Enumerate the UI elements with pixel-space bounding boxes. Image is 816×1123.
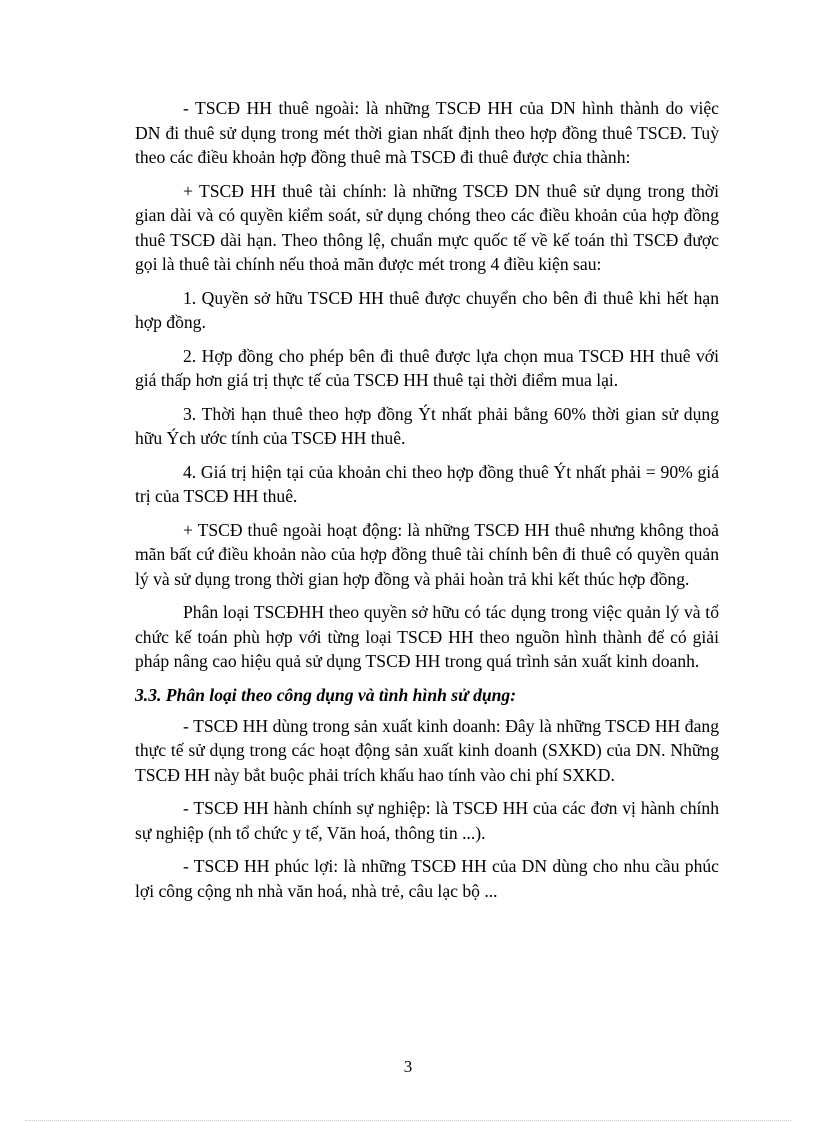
paragraph-condition-3: 3. Thời hạn thuê theo hợp đồng Ýt nhất phải bằng 60% thời gian sử dụng hữu Ých ước tính của TSCĐ HH thuê. [135,403,719,448]
footer-divider [25,1120,791,1121]
paragraph-condition-1: 1. Quyền sở hữu TSCĐ HH thuê được chuyển cho bên đi thuê khi hết hạn hợp đồng. [135,287,719,332]
paragraph-condition-4: 4. Giá trị hiện tại của khoản chi theo hợp đồng thuê Ýt nhất phải = 90% giá trị của TSCĐ HH thuê. [135,461,719,506]
paragraph-condition-2: 2. Hợp đồng cho phép bên đi thuê được lựa chọn mua TSCĐ HH thuê với giá thấp hơn giá trị thực tế của TSCĐ HH thuê tại thời điểm mua lại. [135,345,719,390]
paragraph-leased-fixed-assets: - TSCĐ HH thuê ngoài: là những TSCĐ HH của DN hình thành do việc DN đi thuê sử dụng trong mét thời gian nhất định theo hợp đồng thuê TSCĐ. Tuỳ theo các điều khoản hợp đồng thuê mà TSCĐ đi thuê được chia thành: [135,98,719,167]
paragraph-finance-lease: + TSCĐ HH thuê tài chính: là những TSCĐ DN thuê sử dụng trong thời gian dài và có quyền kiểm soát, sử dụng chóng theo các điều khoản của hợp đồng thuê TSCĐ dài hạn. Theo thông lệ, chuẩn mực quốc tế về kế toán thì TSCĐ được gọi là thuê tài chính nếu thoả mãn được mét trong 4 điều kiện sau: [135,180,719,274]
paragraph-production-assets: - TSCĐ HH dùng trong sản xuất kinh doanh: Đây là những TSCĐ HH đang thực tế sử dụng trong các hoạt động sản xuất kinh doanh (SXKD) của DN. Những TSCĐ HH này bắt buộc phải trích khấu hao tính vào chi phí SXKD. [135,715,719,785]
paragraph-operating-lease: + TSCĐ thuê ngoài hoạt động: là những TSCĐ HH thuê nhưng không thoả mãn bất cứ điều khoản nào của hợp đồng thuê tài chính bên đi thuê có quyền quản lý và sử dụng trong thời gian hợp đồng và phải hoàn trả khi kết thúc hợp đồng. [135,519,719,589]
page-number: 3 [403,1057,413,1076]
paragraph-welfare-assets: - TSCĐ HH phúc lợi: là những TSCĐ HH của DN dùng cho nhu cầu phúc lợi công cộng nh nhà văn hoá, nhà trẻ, câu lạc bộ ... [135,856,719,901]
paragraph-administrative-assets: - TSCĐ HH hành chính sự nghiệp: là TSCĐ HH của các đơn vị hành chính sự nghiệp (nh tổ chức y tế, Văn hoá, thông tin ...). [135,798,719,843]
paragraph-ownership-classification: Phân loại TSCĐHH theo quyền sở hữu có tác dụng trong việc quản lý và tổ chức kế toán phù hợp với từng loại TSCĐ HH theo nguồn hình thành để có giải pháp nâng cao hiệu quả sử dụng TSCĐ HH trong quá trình sản xuất kinh doanh. [135,602,719,671]
section-heading: 3.3. Phân loại theo công dụng và tình hình sử dụng: [135,684,517,705]
page-body [135,96,719,912]
